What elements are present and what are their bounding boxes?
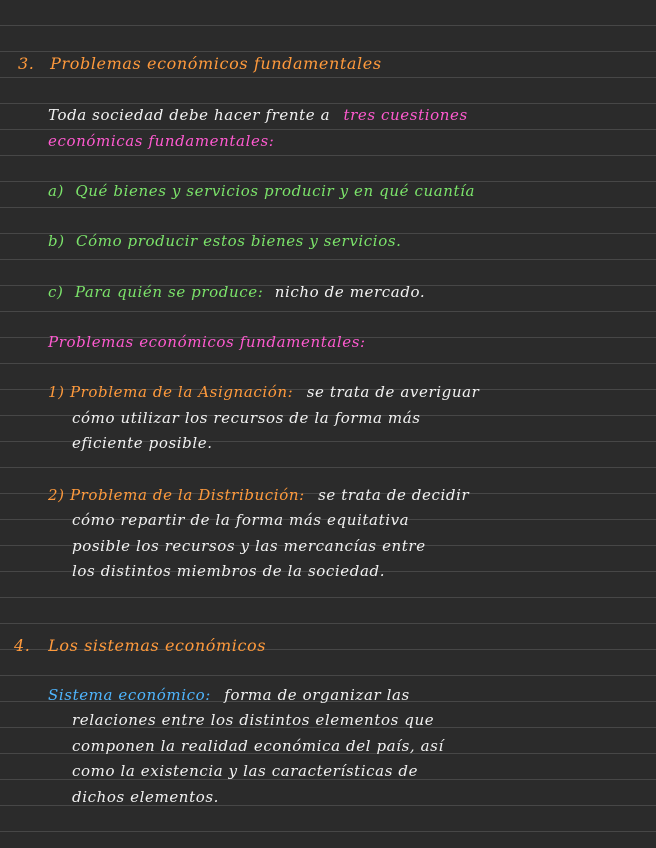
problem-2-line-3: posible los recursos y las mercancías entre: [72, 537, 426, 555]
definition-term: Sistema económico:: [48, 686, 211, 704]
section-3-title: Problemas económicos fundamentales: [50, 54, 382, 73]
definition-line-3: componen la realidad económica del país, así: [72, 737, 444, 755]
problem-2-line-1: [48, 486, 469, 504]
question-a-text: Qué bienes y servicios producir y en qué cuantía: [75, 182, 476, 200]
question-c-marker: c): [48, 283, 64, 301]
question-b: [48, 232, 402, 250]
question-b-text: Cómo producir estos bienes y servicios.: [76, 232, 402, 250]
intro-text: Toda sociedad debe hacer frente a: [48, 106, 331, 124]
question-a: [48, 182, 475, 200]
problem-1-line-1: [48, 383, 479, 401]
problem-2-line-4: los distintos miembros de la sociedad.: [72, 562, 386, 580]
intro-highlight: tres cuestiones: [343, 106, 468, 124]
question-b-marker: b): [48, 232, 65, 250]
problem-2-line-2: cómo repartir de la forma más equitativa: [72, 511, 410, 529]
problem-1-label: 1) Problema de la Asignación:: [48, 383, 294, 401]
definition-line-4: como la existencia y las características de: [72, 762, 419, 780]
definition-line-5: dichos elementos.: [72, 788, 219, 806]
problem-2-label: 2) Problema de la Distribución:: [48, 486, 305, 504]
section-4-heading: [14, 636, 266, 655]
definition-line-1: [48, 686, 410, 704]
question-c-extra: nicho de mercado.: [274, 283, 426, 301]
section-3-heading: [18, 54, 382, 73]
problem-2-text-1: se trata de decidir: [318, 486, 470, 504]
problem-1-line-3: eficiente posible.: [72, 434, 213, 452]
question-a-marker: a): [48, 182, 64, 200]
problem-1-line-2: cómo utilizar los recursos de la forma más: [72, 409, 421, 427]
problems-subheading: Problemas económicos fundamentales:: [48, 333, 366, 351]
section-4-number: 4.: [14, 636, 31, 655]
intro-line-1: [48, 106, 468, 124]
section-3-number: 3.: [18, 54, 35, 73]
definition-text-1: forma de organizar las: [224, 686, 410, 704]
problem-1-text-1: se trata de averiguar: [306, 383, 480, 401]
definition-line-2: relaciones entre los distintos elementos que: [72, 711, 435, 729]
question-c-text: Para quién se produce:: [74, 283, 264, 301]
intro-line-2: económicas fundamentales:: [48, 132, 275, 150]
section-4-title: Los sistemas económicos: [48, 636, 267, 655]
question-c: [48, 283, 425, 301]
